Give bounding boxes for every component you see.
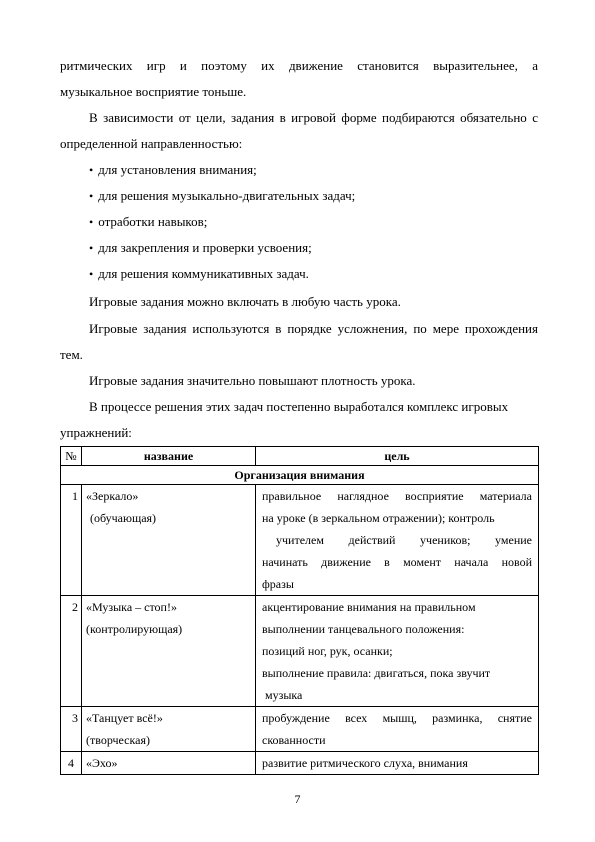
- goal-line: развитие ритмического слуха, внимания: [262, 756, 468, 770]
- bullet-marker: •: [89, 215, 94, 229]
- goal-line: позиций ног, рук, осанки;: [262, 644, 393, 658]
- paragraph-line: Игровые задания используются в порядке усложнения, по мере прохождения: [89, 321, 538, 336]
- game-title: «Эхо»: [86, 756, 118, 770]
- paragraph-line: Игровые задания значительно повышают плотность урока.: [89, 373, 416, 388]
- paragraph-line: Игровые задания можно включать в любую часть урока.: [89, 294, 401, 309]
- bullet-text: для решения коммуникативных задач.: [98, 266, 309, 281]
- row-number: 1: [61, 485, 82, 596]
- row-goal: [256, 707, 539, 752]
- row-name: [82, 485, 256, 596]
- paragraph-line: В зависимости от цели, задания в игровой форме подбираются обязательно с: [89, 110, 538, 125]
- goal-line: начинать движение в момент начала новой: [262, 555, 532, 569]
- page-number: 7: [294, 792, 301, 806]
- row-name: [82, 596, 256, 707]
- game-type: (творческая): [86, 733, 151, 747]
- game-type: (контролирующая): [86, 622, 183, 636]
- goal-line: выполнении танцевального положения:: [262, 622, 465, 636]
- goal-line: на уроке (в зеркальном отражении); контроль: [262, 511, 495, 525]
- table-row: [61, 485, 539, 596]
- games-table: [60, 446, 539, 775]
- bullet-marker: •: [89, 241, 94, 255]
- row-goal: [256, 485, 539, 596]
- goal-line: акцентирование внимания на правильном: [262, 600, 476, 614]
- goal-line: учителем действий учеников; умение: [276, 533, 532, 547]
- table-row: [61, 752, 539, 775]
- row-goal: [256, 596, 539, 707]
- bullet-marker: •: [89, 189, 94, 203]
- header-name: название: [82, 447, 256, 466]
- game-title: «Зеркало»: [86, 489, 139, 503]
- header-goal: цель: [256, 447, 539, 466]
- section-title: Организация внимания: [61, 466, 539, 485]
- paragraph-line: определенной направленностью:: [60, 136, 243, 151]
- bullet-item: [89, 240, 312, 256]
- game-type: (обучающая): [90, 511, 157, 525]
- table-section-row: [61, 466, 539, 485]
- bullet-marker: •: [89, 163, 94, 177]
- paragraph-line: В процессе решения этих задач постепенно выработался комплекс игровых: [89, 399, 509, 414]
- bullet-item: [89, 188, 355, 204]
- game-title: «Танцует всё!»: [86, 711, 163, 725]
- bullet-item: [89, 214, 207, 230]
- table-row: [61, 707, 539, 752]
- header-number: №: [61, 447, 82, 466]
- bullet-item: [89, 162, 257, 178]
- paragraph-line: тем.: [60, 347, 83, 362]
- goal-line: музыка: [262, 688, 303, 702]
- bullet-text: для решения музыкально-двигательных задач;: [98, 188, 356, 203]
- row-name: [82, 707, 256, 752]
- bullet-text: для закрепления и проверки усвоения;: [98, 240, 312, 255]
- row-name: [82, 752, 256, 775]
- paragraph-line: музыкальное восприятие тоньше.: [60, 84, 247, 99]
- row-number: 3: [61, 707, 82, 752]
- row-goal: [256, 752, 539, 775]
- game-title: «Музыка – стоп!»: [86, 600, 177, 614]
- goal-line: правильное наглядное восприятие материала: [262, 489, 532, 503]
- goal-line: выполнение правила: двигаться, пока звучит: [262, 666, 491, 680]
- table-header-row: [61, 447, 539, 466]
- goal-line: пробуждение всех мышц, разминка, снятие: [262, 711, 532, 725]
- paragraph-line: ритмических игр и поэтому их движение становится выразительнее, а: [60, 58, 538, 73]
- bullet-marker: •: [89, 267, 94, 281]
- goal-line: фразы: [262, 577, 294, 591]
- bullet-item: [89, 266, 309, 282]
- row-number: 2: [61, 596, 82, 707]
- paragraph-line: упражнений:: [60, 425, 132, 440]
- table-row: [61, 596, 539, 707]
- bullet-text: для установления внимания;: [98, 162, 257, 177]
- bullet-text: отработки навыков;: [98, 214, 208, 229]
- goal-line: скованности: [262, 733, 326, 747]
- row-number: 4: [61, 752, 82, 775]
